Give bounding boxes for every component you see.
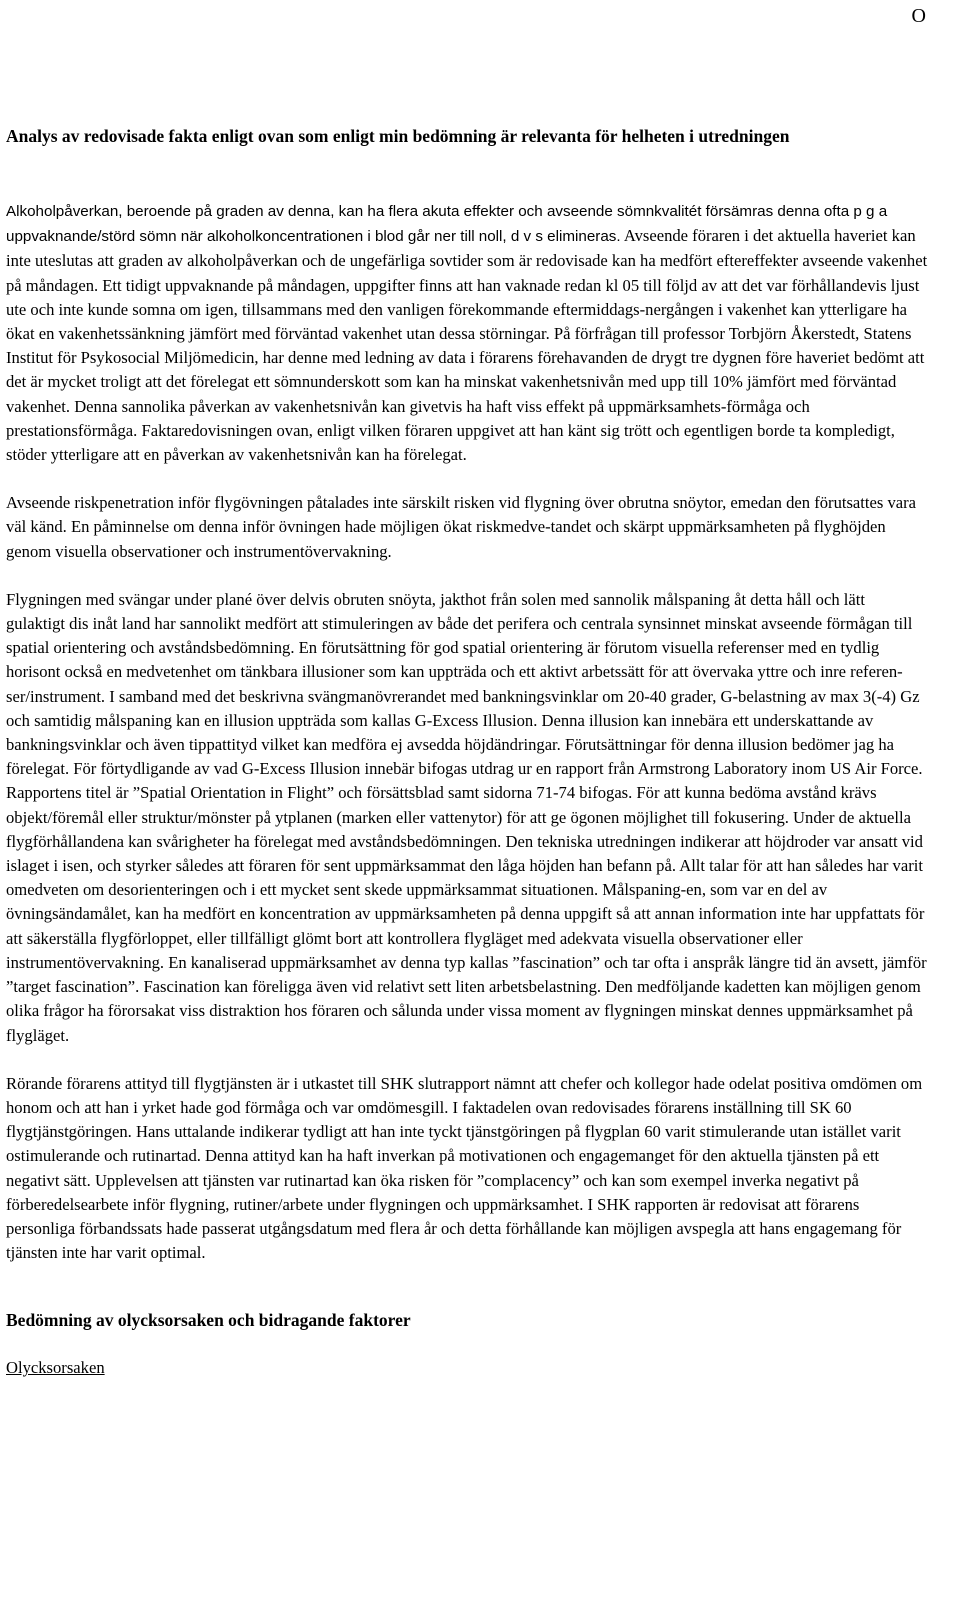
paragraph-alcohol-body: Avseende föraren i det aktuella haveriet kan inte uteslutas att graden av alkoholpåverkan och de ungefärliga sovtider som är redovisade kan ha medfört eftereffekter avseende vakenhet på måndagen. Ett tidigt uppvaknande på måndagen, uppgifter finns att han vaknade redan kl 05 till följd av att det var förhållandevis ljust ute och inte kunde somna om igen, tillsammans med den vanligen förekommande eftermiddags-nergången i vakenhet kan ytterligare ha ökat en vakenhetssänkning jämfört med förväntad vakenhet utan dessa störningar. På förfrågan till professor Torbjörn Åkerstedt, Statens Institut för Psykosocial Miljömedicin, har denne med ledning av data i förarens förehavanden de drygt tre dygnen före haveriet bedömt att det är mycket troligt att det förelegat ett sömnunderskott som kan ha minskat vakenhetsnivån med upp till 10% jämfört med förväntad vakenhet. Denna sannolika påverkan av vakenhetsnivån kan givetvis ha haft viss effekt på uppmärksamhets-förmåga och prestationsförmåga. Faktaredovisningen ovan, enligt vilken föraren uppgivet att han känt sig trött och egentligen borde ta kompledigt, stöder ytterligare att en påverkan av vakenhetsnivån kan ha förelegat. — [6, 226, 928, 465]
paragraph-flight-illusion: Flygningen med svängar under plané över delvis obruten snöyta, jakthot från solen med sannolik målspaning åt detta håll och lätt gulaktigt dis inåt land har sannolikt medfört att stimuleringen av både det perifera och centrala synsinnet minskat avseende förmågan till spatial orientering och avståndsbedömning. En förutsättning för god spatial orientering är förutom visuella referenser med en tydlig horisont också en medvetenhet om tänkbara illusioner som kan uppträda och ett aktivt arbetssätt för att övervaka yttre och inre referen-ser/instrument. I samband med det beskrivna svängmanövrerandet med bankningsvinklar om 20-40 grader, G-belastning av max 3(-4) Gz och samtidig målspaning kan en illusion uppträda som kallas G-Excess Illusion. Denna illusion kan innebära ett underskattande av bankningsvinklar och även tippattityd vilket kan medföra ej avsedda höjdändringar. Förutsättningar för denna illusion bedömer jag ha förelegat. För förtydligande av vad G-Excess Illusion innebär bifogas utdrag ur en rapport från Armstrong Laboratory inom US Air Force. Rapportens titel är ”Spatial Orientation in Flight” och försättsblad samt sidorna 71-74 bifogas. För att kunna bedöma avstånd krävs objekt/föremål eller struktur/mönster på ytplanen (marken eller vattenytor) för att ge ögonen möjlighet till fokusering. Under de aktuella flygförhållandena kan svårigheter ha förelegat med avståndsbedömningen. Den tekniska utredningen indikerar att höjdroder var ansatt vid islaget i isen, och styrker således att föraren för sent uppmärksammat den låga höjden han befann på. Allt talar för att han således har varit omedveten om desorienteringen och i ett mycket sent skede uppmärksammat situationen. Målspaning-en, som var en del av övningsändamålet, kan ha medfört en koncentration av uppmärksamheten på denna uppgift så att annan information inte har uppfattats för att säkerställa flygförloppet, eller tillfälligt glömt bort att kontrollera flygläget med adekvata visuella observationer eller instrumentövervakning. En kanaliserad uppmärksamhet av denna typ kallas ”fascination” och tar ofta i anspråk längre tid än avsett, jämför ”target fascination”. Fascination kan föreligga även vid relativt sett liten arbetsbelastning. Den medföljande kadetten kan möjligen genom olika frågor ha förorsakat viss distraktion hos föraren och sålunda under vissa moment av flygningen minskat dennes uppmärksamhet på flygläget. — [6, 589, 927, 1045]
paragraph-risk-penetration: Avseende riskpenetration inför flygövningen påtalades inte särskilt risken vid flygning över obrutna snöytor, emedan den förutsattes vara väl känd. En påminnelse om denna inför övningen hade möjligen ökat riskmedve-tandet och skärpt uppmärksamheten på flyghöjden genom visuella observationer och instrumentövervakning. — [6, 493, 917, 561]
section-heading-assessment: Bedömning av olycksorsaken och bidragande faktorer — [6, 1310, 411, 1331]
paragraph-alcohol-sleep — [6, 199, 928, 467]
subheading-accident-cause: Olycksorsaken — [6, 1358, 105, 1378]
paragraph-pilot-attitude: Rörande förarens attityd till flygtjänsten är i utkastet till SHK slutrapport nämnt att chefer och kollegor hade odelat positiva omdömen om honom och att han i yrket hade god förmåga och var omdömesgill. I faktadelen ovan redovisades förarens inställning till SK 60 flygtjänstgöringen. Hans uttalande indikerar tydligt att han inte tyckt tjänstgöringen på flygplan 60 varit stimulerande utan istället varit ostimulerande och rutinartad. Denna attityd kan ha haft inverkan på motivationen och engagemanget för den aktuella tjänsten på ett negativt sätt. Upplevelsen att tjänsten var rutinartad kan öka risken för ”complacency” och kan som exempel inverka negativt på förberedelsearbete inför flygning, rutiner/arbete under flygningen och uppmärksamhet. I SHK rapporten är redovisat att förarens personliga förbandssats hade passerat utgångsdatum med flera år och detta förhållande kan möjligen avspegla att hans engagemang för tjänsten inte har varit optimal. — [6, 1073, 923, 1263]
paragraph-alcohol-intro: Alkoholpåverkan, beroende på graden av denna, kan ha flera akuta effekter och avseende sömnkvalitét försämras denna ofta p g a uppvaknande/störd sömn när alkoholkoncentrationen i blod går ner till noll, d v s elimineras. — [6, 203, 888, 246]
document-body — [6, 125, 928, 1379]
page-marker: O — [911, 5, 926, 27]
section-heading-analysis: Analys av redovisade fakta enligt ovan som enligt min bedömning är relevanta för helheten i utredningen — [6, 126, 790, 146]
